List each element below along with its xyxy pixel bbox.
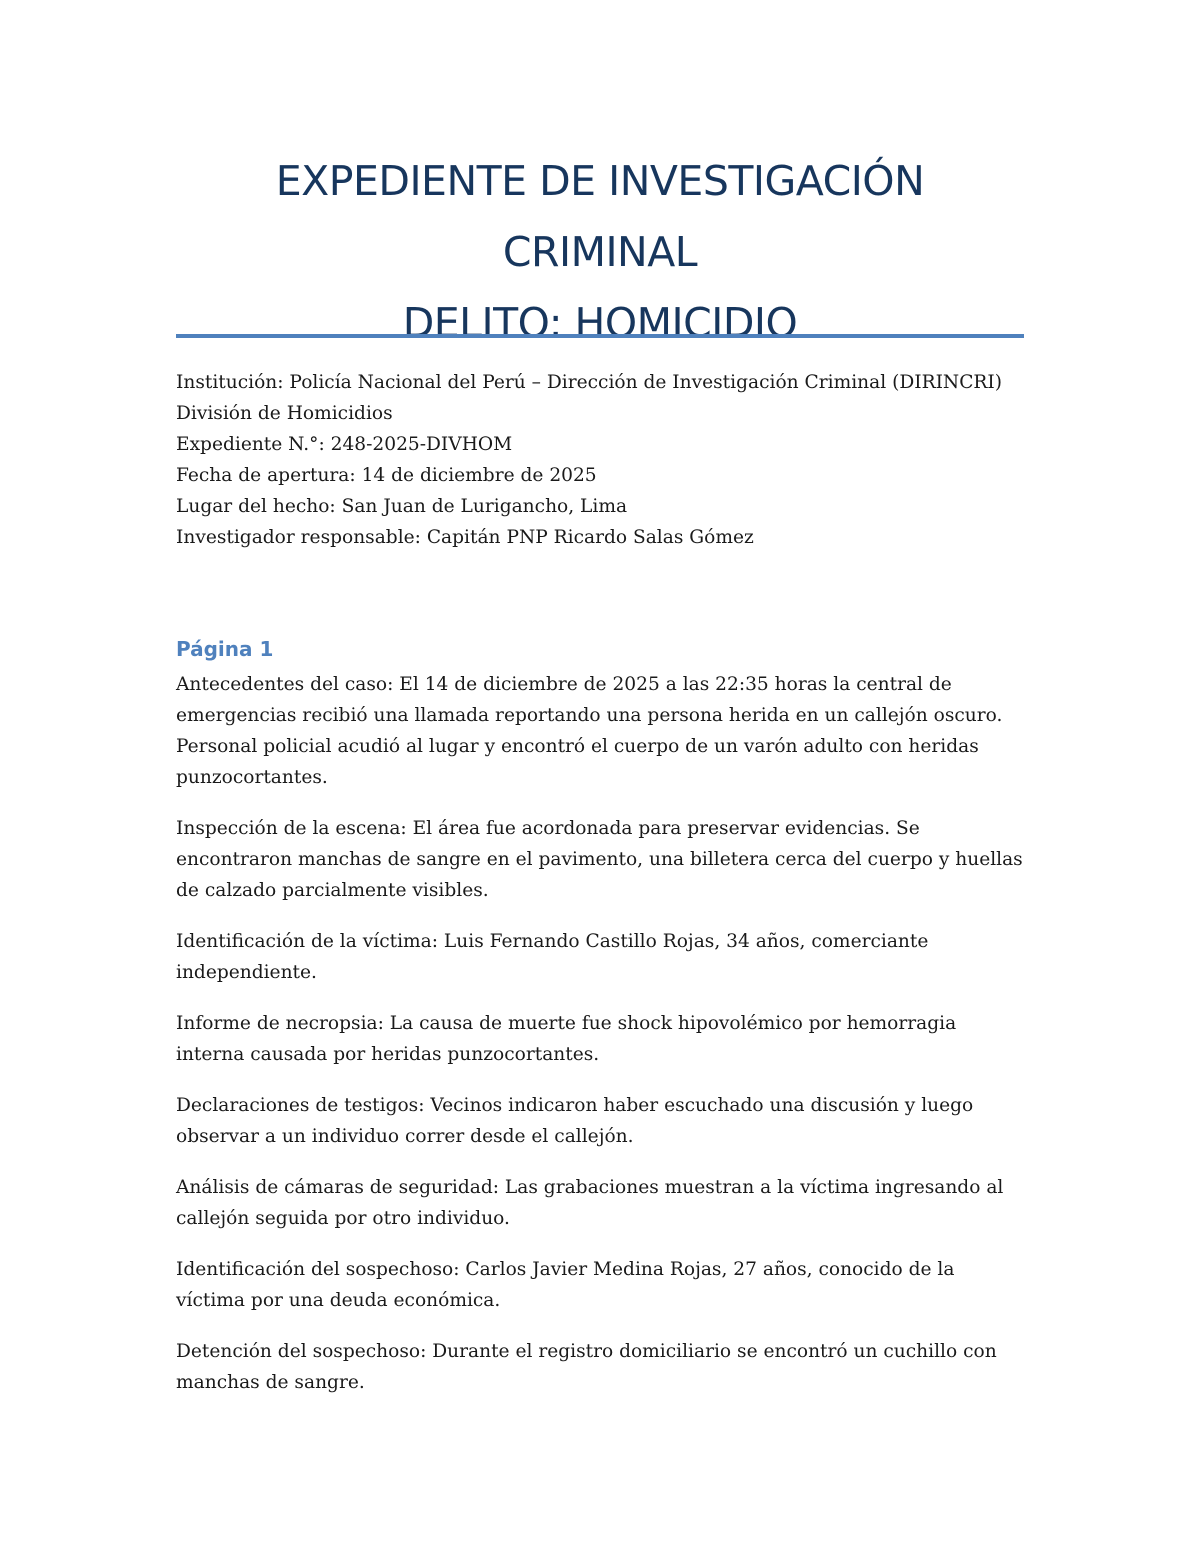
meta-location: Lugar del hecho: San Juan de Lurigancho, Lima — [176, 496, 628, 517]
paragraph-line: Identificación del sospechoso: Carlos Javier Medina Rojas, 27 años, conocido de la — [176, 1259, 955, 1280]
paragraph-line: callejón seguida por otro individuo. — [176, 1208, 510, 1229]
paragraph-line: Inspección de la escena: El área fue acordonada para preservar evidencias. Se — [176, 818, 920, 839]
paragraph-line: Identificación de la víctima: Luis Fernando Castillo Rojas, 34 años, comerciante — [176, 931, 929, 952]
paragraph-line: independiente. — [176, 962, 317, 983]
paragraph-background — [176, 669, 1026, 793]
paragraph-line: Declaraciones de testigos: Vecinos indicaron haber escuchado una discusión y luego — [176, 1095, 974, 1116]
paragraph-suspect-identification — [176, 1254, 1026, 1316]
title-line-3: DELITO: HOMICIDIO — [402, 299, 798, 347]
paragraph-witness-statements — [176, 1090, 1026, 1152]
paragraph-line: Análisis de cámaras de seguridad: Las grabaciones muestran a la víctima ingresando al — [176, 1177, 1004, 1198]
meta-opening-date: Fecha de apertura: 14 de diciembre de 2025 — [176, 465, 597, 486]
meta-division: División de Homicidios — [176, 403, 393, 424]
title-divider — [176, 334, 1024, 338]
paragraph-line: punzocortantes. — [176, 767, 328, 788]
paragraph-suspect-arrest — [176, 1336, 1026, 1398]
paragraph-line: Detención del sospechoso: Durante el registro domiciliario se encontró un cuchillo con — [176, 1341, 997, 1362]
paragraph-line: interna causada por heridas punzocortantes. — [176, 1044, 600, 1065]
paragraph-line: manchas de sangre. — [176, 1372, 365, 1393]
paragraph-line: Informe de necropsia: La causa de muerte fue shock hipovolémico por hemorragia — [176, 1013, 957, 1034]
paragraph-line: observar a un individuo correr desde el callejón. — [176, 1126, 634, 1147]
title-line-1: EXPEDIENTE DE INVESTIGACIÓN — [275, 157, 925, 205]
paragraph-line: Antecedentes del caso: El 14 de diciembre de 2025 a las 22:35 horas la central de — [176, 674, 952, 695]
paragraph-line: de calzado parcialmente visibles. — [176, 880, 489, 901]
section-heading: Página 1 — [176, 637, 274, 661]
paragraph-autopsy-report — [176, 1008, 1026, 1070]
meta-case-number: Expediente N.°: 248-2025-DIVHOM — [176, 434, 513, 455]
paragraph-line: encontraron manchas de sangre en el pavimento, una billetera cerca del cuerpo y huellas — [176, 849, 1023, 870]
meta-investigator: Investigador responsable: Capitán PNP Ricardo Salas Gómez — [176, 527, 754, 548]
paragraph-scene-inspection — [176, 813, 1026, 906]
meta-institution: Institución: Policía Nacional del Perú – Dirección de Investigación Criminal (DIRINCRI) — [176, 372, 1003, 393]
title-line-2: CRIMINAL — [502, 228, 698, 276]
paragraph-victim-identification — [176, 926, 1026, 988]
document-title — [176, 146, 1024, 359]
paragraph-line: Personal policial acudió al lugar y encontró el cuerpo de un varón adulto con heridas — [176, 736, 979, 757]
case-metadata — [176, 367, 1036, 553]
paragraph-line: víctima por una deuda económica. — [176, 1290, 501, 1311]
paragraph-line: emergencias recibió una llamada reportando una persona herida en un callejón oscuro. — [176, 705, 1003, 726]
document-body — [176, 669, 1026, 1418]
paragraph-camera-analysis — [176, 1172, 1026, 1234]
